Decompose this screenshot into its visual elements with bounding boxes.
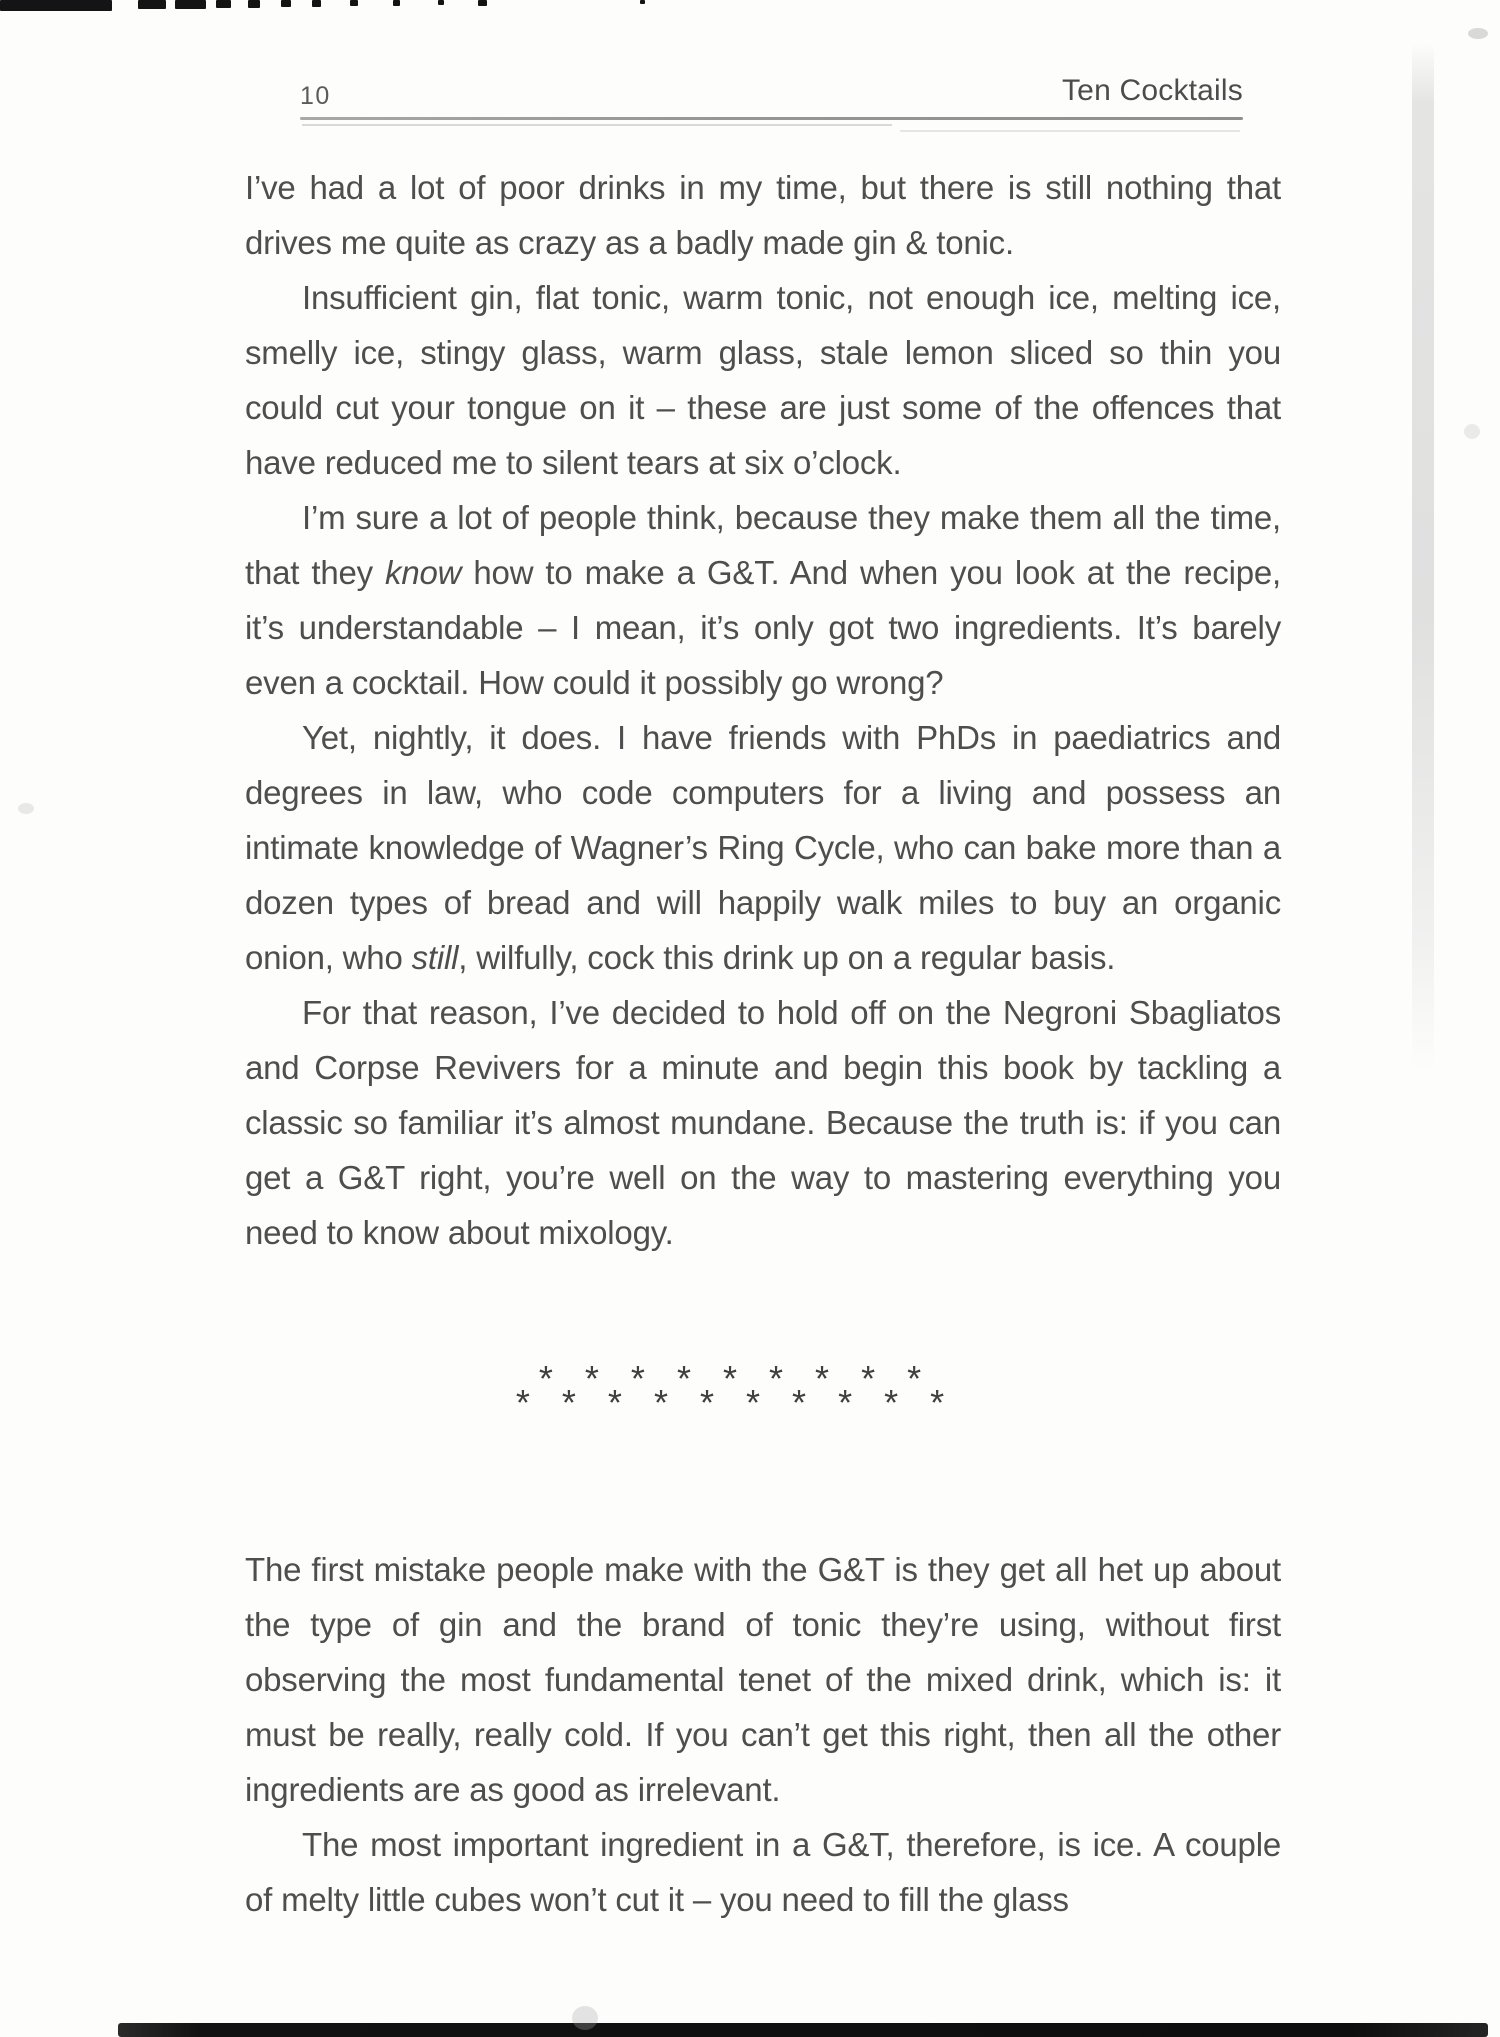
scan-artifact-dash [281, 0, 291, 7]
asterisk-glyph: * [907, 1357, 922, 1399]
asterisk-glyph: * [861, 1357, 876, 1399]
scan-smudge [572, 2006, 598, 2030]
page-edge-shadow [1412, 42, 1434, 1072]
paragraph [245, 490, 1281, 710]
asterisk-glyph: * [538, 1357, 553, 1399]
text-run: The first mistake people make with the G&T is they get all het up about the type of gin and the brand of tonic they’re using, without first observing the most fundamental tenet of the mixed drink, which is: it must be really, really cold. If you can’t get this right, then all the other ingredients are as good as irrelevant. [245, 1551, 1281, 1808]
asterisk-glyph: * [699, 1381, 714, 1423]
scan-artifact-dash [312, 0, 321, 7]
paragraph [245, 160, 1281, 270]
scan-smudge [1464, 424, 1480, 439]
asterisk-glyph: * [584, 1357, 599, 1399]
scan-artifact-bottom-bar [118, 2023, 1488, 2037]
text-run: The most important ingredient in a G&T, therefore, is ice. A couple of melty little cubes won’t cut it – you need to fill the glass [245, 1826, 1281, 1918]
asterisk-glyph: * [769, 1357, 784, 1399]
scan-artifact-dash [478, 0, 487, 6]
text-run: Insufficient gin, flat tonic, warm tonic, not enough ice, melting ice, smelly ice, stingy glass, warm glass, stale lemon sliced so thin you could cut your tongue on it – these are just some of the offences that have reduced me to silent tears at six o’clock. [245, 279, 1281, 481]
running-title: Ten Cocktails [1061, 74, 1243, 107]
text-run: , wilfully, cock this drink up on a regular basis. [458, 939, 1116, 976]
asterisk-glyph: * [746, 1381, 761, 1423]
text-run: still [411, 939, 459, 976]
page-number: 10 [300, 82, 331, 110]
body-text-before [245, 160, 1281, 1260]
paragraph [245, 710, 1281, 985]
asterisk-glyph: * [722, 1357, 737, 1399]
header-rule-echo-2 [900, 130, 1240, 132]
body-text-after [245, 1542, 1281, 1927]
asterisk-divider [212, 1352, 1248, 1427]
scan-artifact-dash [350, 0, 358, 6]
header-rule [300, 117, 1243, 120]
asterisk-glyph: * [607, 1381, 622, 1423]
scan-smudge [18, 803, 34, 814]
text-run: how to make a G&T. And when you look at the recipe, it’s understandable – I mean, it’s only got two ingredients. It’s barely even a cocktail. How could it possibly go wrong? [245, 554, 1281, 701]
asterisk-glyph: * [653, 1381, 668, 1423]
scan-artifact-dash [393, 0, 400, 6]
asterisk-glyph: * [884, 1381, 899, 1423]
scan-artifact-dash [175, 0, 206, 9]
text-run: I’m sure a lot of people think, because they make them all the time, that they [245, 499, 1281, 591]
scan-artifact-dash [248, 0, 260, 8]
text-run: know [385, 554, 462, 591]
scan-smudge [1468, 28, 1488, 39]
scan-artifact-dash [438, 0, 444, 5]
paragraph [245, 1817, 1281, 1927]
scan-artifact-dash [138, 0, 166, 9]
scan-artifact-dash [0, 0, 112, 11]
text-run: Yet, nightly, it does. I have friends with PhDs in paediatrics and degrees in law, who code computers for a living and possess an intimate knowledge of Wagner’s Ring Cycle, who can bake more than a dozen types of bread and will happily walk miles to buy an organic onion, who [245, 719, 1281, 976]
scan-artifact-dash [216, 0, 231, 8]
asterisk-glyph: * [676, 1357, 691, 1399]
asterisk-glyph: * [815, 1357, 830, 1399]
text-run: I’ve had a lot of poor drinks in my time, but there is still nothing that drives me quite as crazy as a badly made gin & tonic. [245, 169, 1281, 261]
text-run: For that reason, I’ve decided to hold off on the Negroni Sbagliatos and Corpse Revivers for a minute and begin this book by tackling a classic so familiar it’s almost mundane. Because the truth is: if you can get a G&T right, you’re well on the way to mastering everything you need to know about mixology. [245, 994, 1281, 1251]
asterisk-glyph: * [930, 1381, 945, 1423]
scan-artifact-dash [640, 0, 645, 4]
asterisk-glyph: * [838, 1381, 853, 1423]
paragraph [245, 270, 1281, 490]
paragraph [245, 985, 1281, 1260]
asterisk-glyph: * [792, 1381, 807, 1423]
paragraph [245, 1542, 1281, 1817]
asterisk-glyph: * [630, 1357, 645, 1399]
header-rule-echo [302, 124, 892, 126]
asterisk-glyph: * [515, 1381, 530, 1423]
asterisk-glyph: * [561, 1381, 576, 1423]
